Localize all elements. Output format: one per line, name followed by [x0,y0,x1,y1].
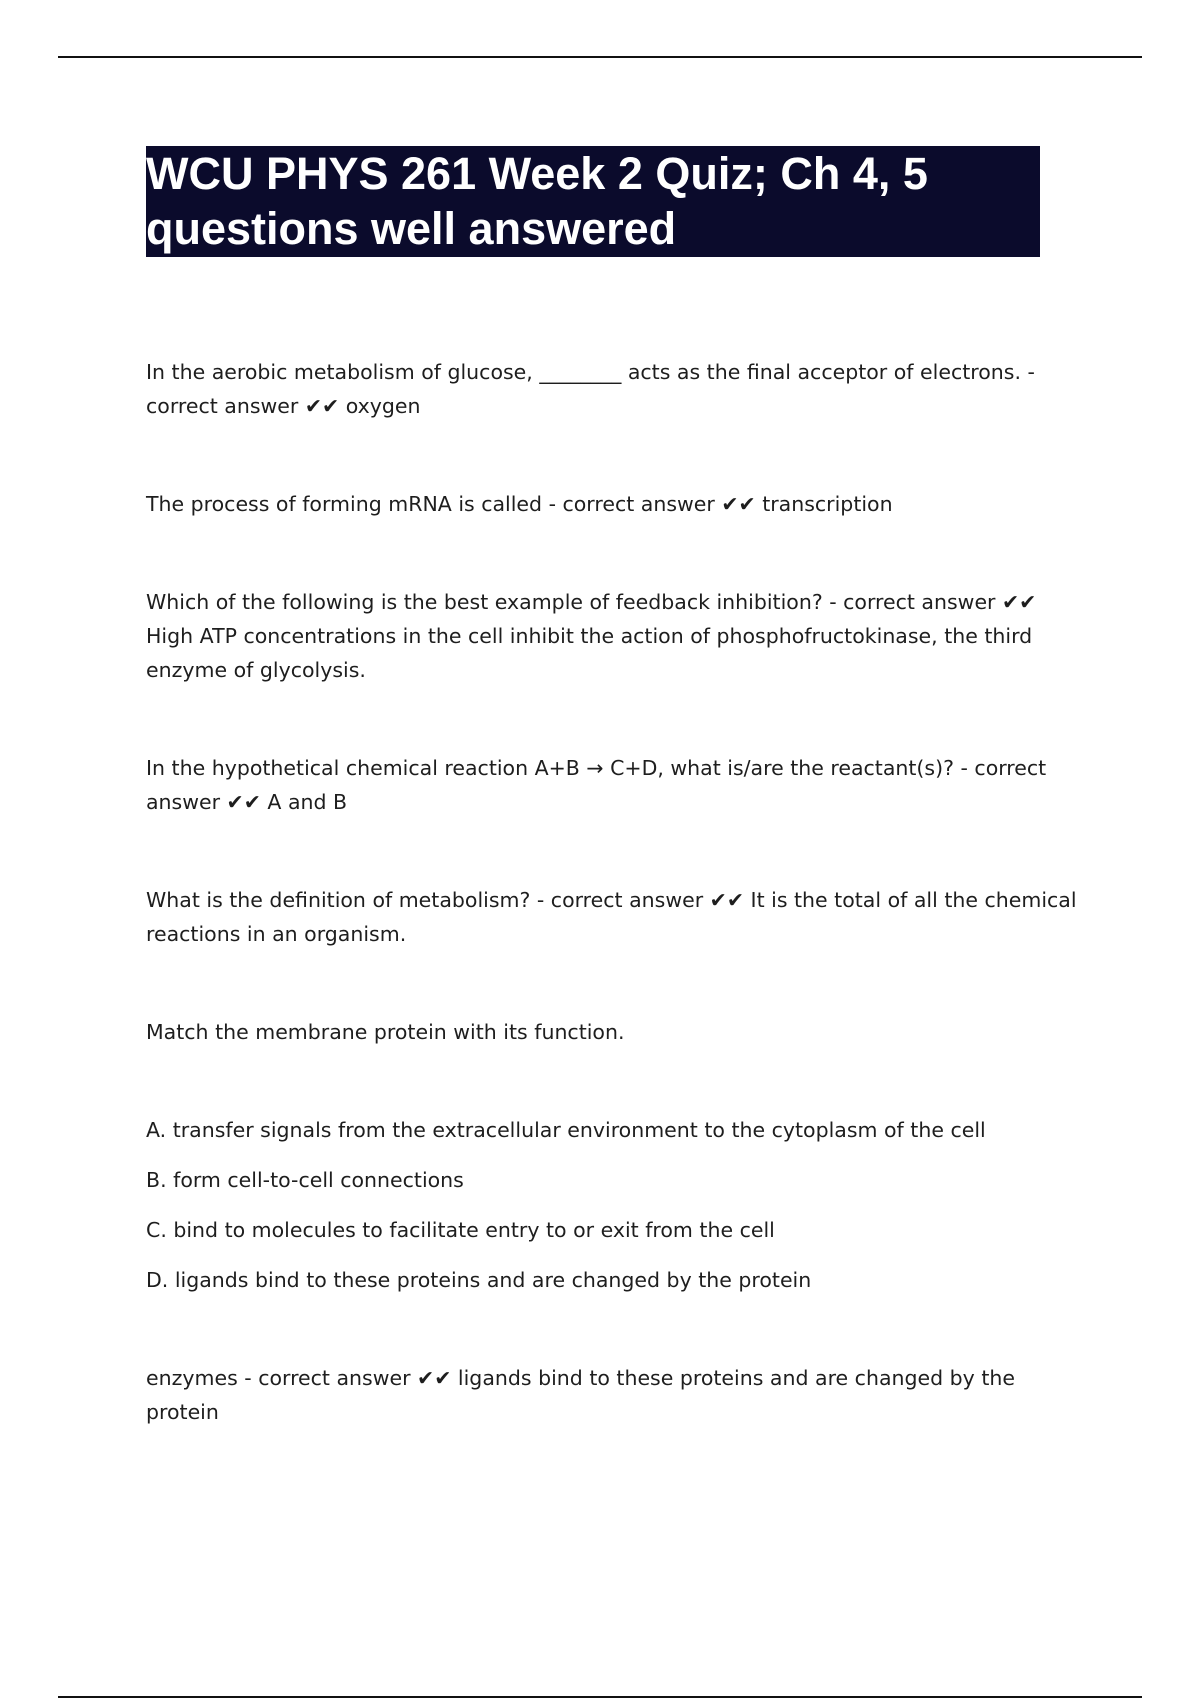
qa-item-3: Which of the following is the best example of feedback inhibition? - correct answer ✔✔ High ATP concentrations in the cell inhibit the action of phosphofructokinase, the third enzyme of glycolysis. [146,590,1037,682]
matching-option-d: D. ligands bind to these proteins and are changed by the protein [146,1268,812,1292]
matching-option-c: C. bind to molecules to facilitate entry to or exit from the cell [146,1218,775,1242]
matching-option-b: B. form cell-to-cell connections [146,1168,464,1192]
title-line-2: questions well answered [146,203,677,254]
document-body [146,355,1086,1429]
matching-option-a: A. transfer signals from the extracellular environment to the cytoplasm of the cell [146,1118,986,1142]
bottom-divider [58,1696,1142,1698]
qa-item-2: The process of forming mRNA is called - correct answer ✔✔ transcription [146,492,893,516]
title-line-1: WCU PHYS 261 Week 2 Quiz; Ch 4, 5 [146,148,928,199]
qa-item-5: What is the definition of metabolism? - correct answer ✔✔ It is the total of all the chemical reactions in an organism. [146,888,1077,946]
qa-item-4: In the hypothetical chemical reaction A+B → C+D, what is/are the reactant(s)? - correct answer ✔✔ A and B [146,756,1047,814]
top-divider [58,56,1142,58]
document-title [146,146,1040,257]
matching-answer: enzymes - correct answer ✔✔ ligands bind to these proteins and are changed by the protein [146,1366,1015,1424]
matching-prompt: Match the membrane protein with its function. [146,1020,625,1044]
qa-item-1: In the aerobic metabolism of glucose, ________ acts as the final acceptor of electrons. - correct answer ✔✔ oxygen [146,360,1035,418]
